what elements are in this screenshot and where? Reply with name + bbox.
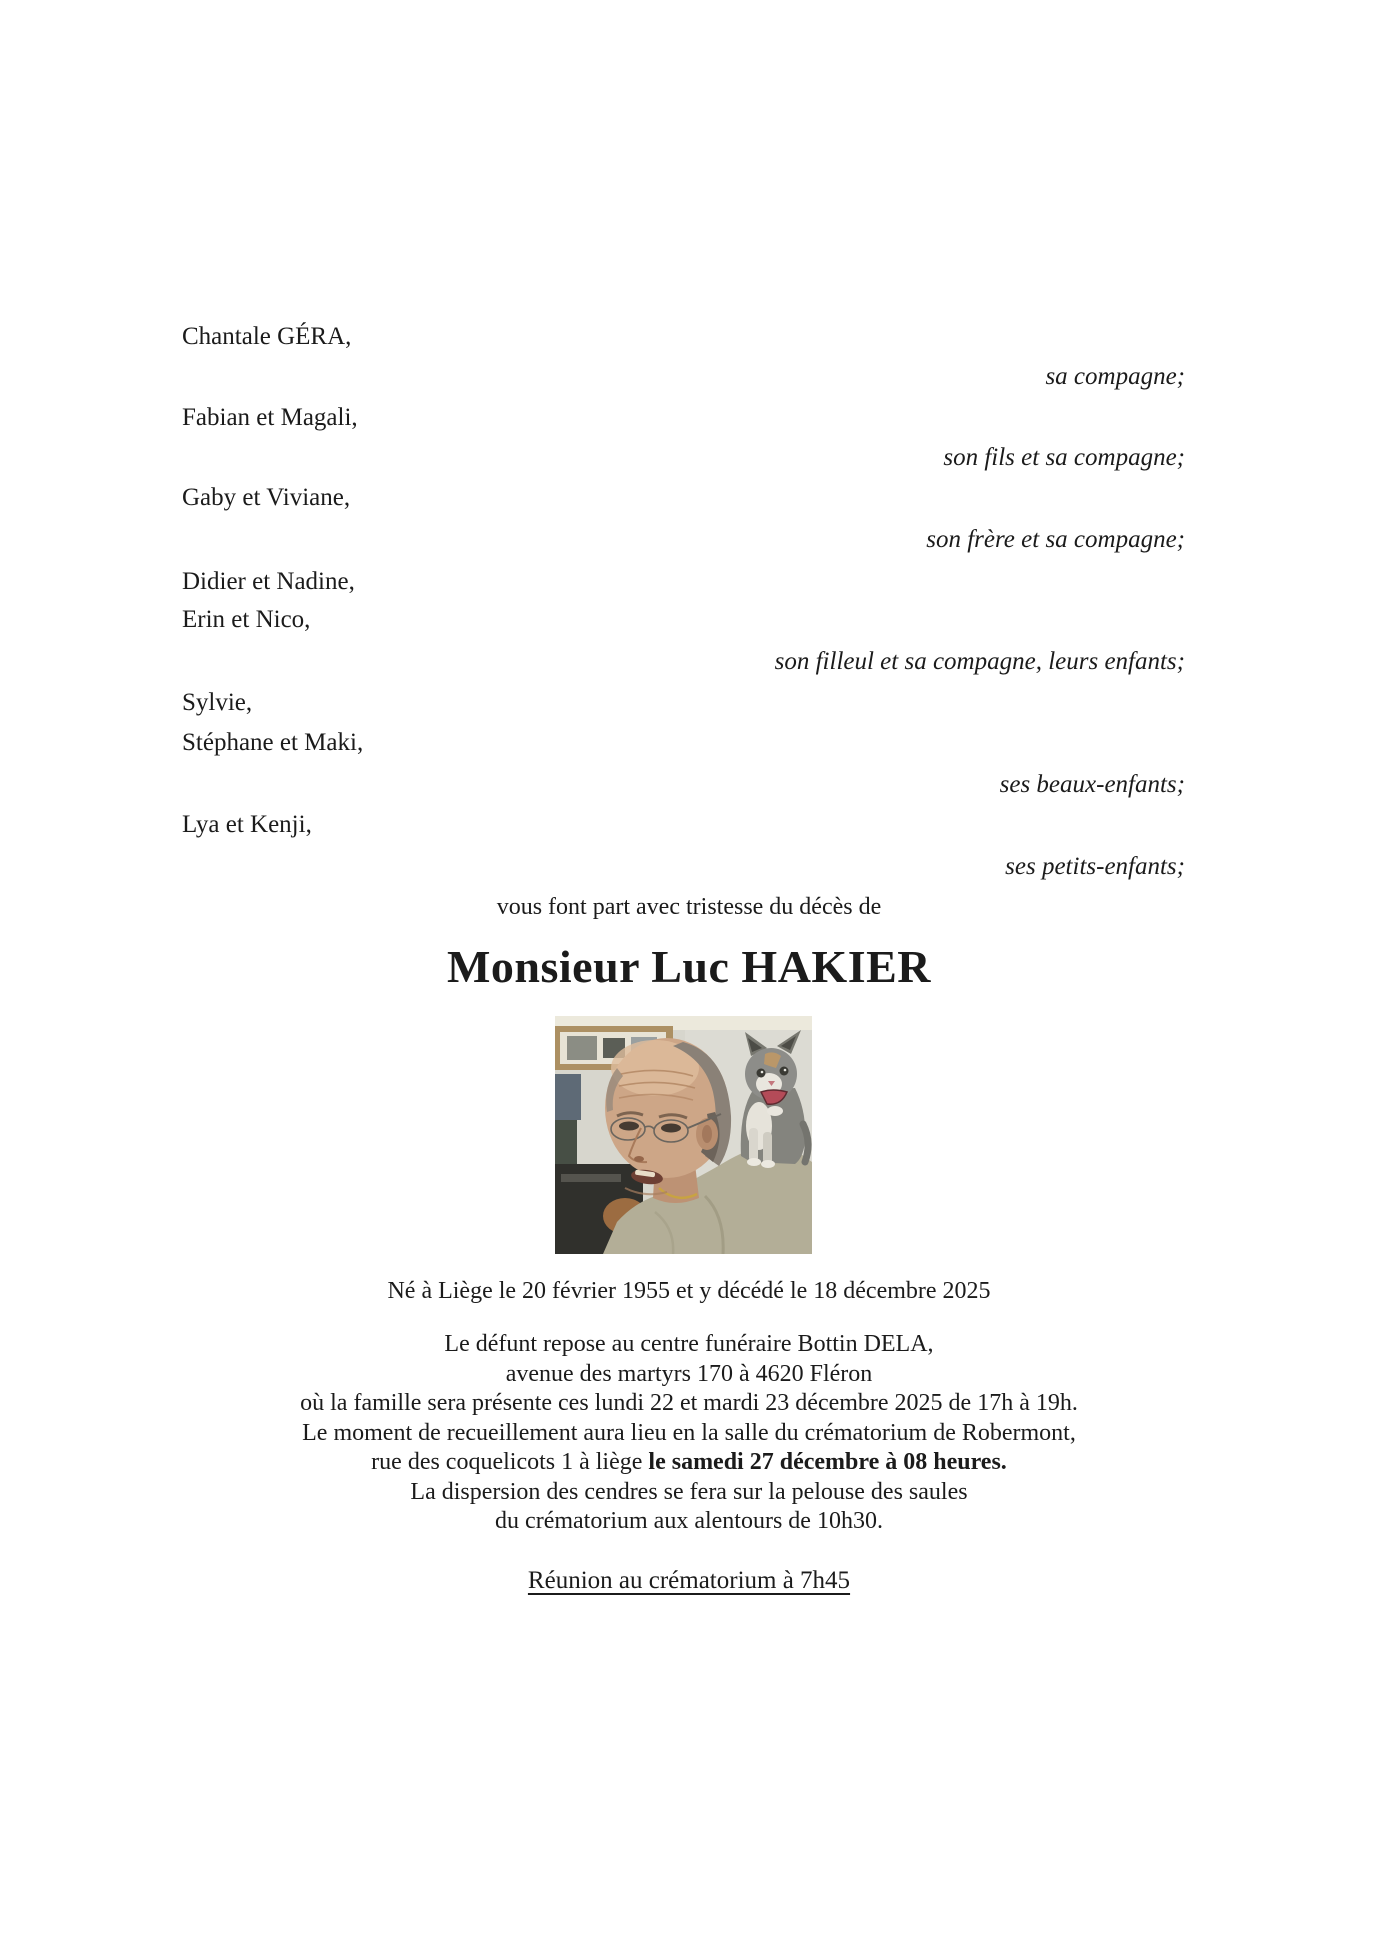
birth-death-line: Né à Liège le 20 février 1955 et y décédé le 18 décembre 2025 (387, 1278, 991, 1304)
family-name: Stéphane et Maki, (182, 729, 364, 756)
family-name: Sylvie, (182, 689, 253, 716)
intro-line: vous font part avec tristesse du décès de (496, 894, 882, 920)
family-name: Didier et Nadine, (182, 568, 355, 595)
details-line: du crématorium aux alentours de 10h30. (495, 1508, 883, 1534)
family-name: Lya et Kenji, (182, 811, 312, 838)
details-line-bold: le samedi 27 décembre à 08 heures. (648, 1449, 1007, 1475)
details-line: La dispersion des cendres se fera sur la pelouse des saules (410, 1478, 968, 1505)
relation-label: sa compagne; (1045, 363, 1185, 390)
relation-label: son frère et sa compagne; (926, 526, 1185, 553)
family-name: Chantale GÉRA, (182, 323, 352, 350)
deceased-photo (555, 1016, 812, 1254)
family-name: Fabian et Magali, (182, 404, 358, 431)
details-line (0, 1448, 1378, 1478)
meeting-line: Réunion au crématorium à 7h45 (527, 1567, 851, 1594)
details-line-text: rue des coquelicots 1 à liège (371, 1449, 649, 1475)
family-name: Gaby et Viviane, (182, 484, 351, 511)
photo-illustration (555, 1016, 812, 1254)
deceased-name-title: Monsieur Luc HAKIER (446, 941, 932, 992)
relation-label: ses petits-enfants; (1005, 853, 1185, 880)
details-line: où la famille sera présente ces lundi 22 et mardi 23 décembre 2025 de 17h à 19h. (300, 1390, 1078, 1416)
details-line: Le défunt repose au centre funéraire Bottin DELA, (444, 1331, 934, 1357)
details-line: avenue des martyrs 170 à 4620 Fléron (505, 1360, 873, 1387)
relation-label: son filleul et sa compagne, leurs enfants; (774, 648, 1185, 675)
family-name: Erin et Nico, (182, 606, 311, 633)
details-line: Le moment de recueillement aura lieu en la salle du crématorium de Robermont, (302, 1419, 1076, 1446)
funeral-details (0, 1330, 1378, 1537)
relation-label: son fils et sa compagne; (943, 444, 1185, 471)
relation-label: ses beaux-enfants; (999, 771, 1185, 798)
